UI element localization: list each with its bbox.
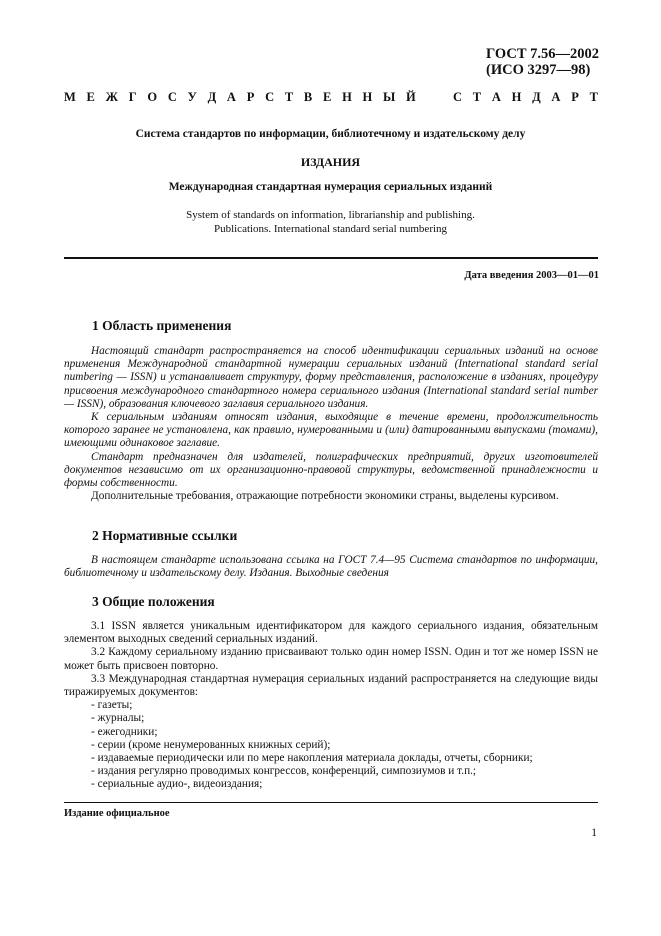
banner-letter: Ы [383, 90, 396, 104]
section-3-heading: 3 Общие положения [92, 594, 215, 609]
banner-letter: Н [362, 90, 373, 104]
page-number: 1 [591, 827, 597, 839]
banner-letter: Й [406, 90, 416, 104]
banner-letter: Р [571, 90, 579, 104]
banner-letter: А [226, 90, 236, 104]
banner-letter: В [303, 90, 313, 104]
banner-letter: М [64, 90, 76, 104]
scope-paragraph-3: Стандарт предназначен для издателей, полиграфических предприятий, других изготовителей документов независимо от их организационно-правовой структуры, ведомственной принадлежности и формы собственности. [64, 450, 598, 490]
list-item: - издания регулярно проводимых конгрессов, конференций, симпозиумов и т.п.; [91, 765, 477, 778]
banner-letter: У [187, 90, 197, 104]
document-subtitle: Международная стандартная нумерация сериальных изданий [168, 181, 493, 193]
banner-letter: Г [128, 90, 137, 104]
section-2-body [64, 554, 598, 580]
banner-letter: Е [86, 90, 95, 104]
standard-banner [64, 90, 598, 105]
references-paragraph: В настоящем стандарте использована ссылка на ГОСТ 7.4—95 Система стандартов по информации, библиотечному и издательскому делу. Издания. Выходные сведения [64, 554, 598, 580]
list-item: - сериальные аудио-, видеоиздания; [91, 778, 263, 791]
banner-letter: С [265, 90, 275, 104]
banner-letter: Е [322, 90, 332, 104]
list-item: - газеты; [91, 699, 133, 712]
english-title [0, 208, 661, 236]
banner-letter: Р [246, 90, 255, 104]
banner-letter: С [453, 90, 463, 104]
list-item: - серии (кроме ненумерованных книжных серий); [91, 738, 331, 751]
iso-number: (ИСО 3297—98) [486, 62, 591, 78]
section-1-heading: 1 Область применения [92, 318, 232, 333]
list-item: - ежегодники; [91, 725, 158, 738]
banner-letter: А [491, 90, 501, 104]
banner-letter: Т [589, 90, 598, 104]
official-edition-label: Издание официальное [64, 808, 170, 819]
document-number [486, 46, 599, 78]
clause-3-2: 3.2 Каждому сериальному изданию присваивают только один номер ISSN. Один и тот же номер ISSN не может быть присвоен повторно. [64, 646, 598, 672]
section-1-body [64, 345, 598, 503]
document-title: ИЗДАНИЯ [300, 155, 361, 169]
clause-3-3: 3.3 Международная стандартная нумерация сериальных изданий распространяется на следующие виды тиражируемых документов: [64, 672, 598, 699]
english-title-line-1: System of standards on information, librarianship and publishing. [186, 209, 475, 221]
banner-letter: Ж [105, 90, 118, 104]
banner-letter: Н [342, 90, 352, 104]
banner-word-interstate [64, 90, 416, 105]
banner-letter: Т [472, 90, 482, 104]
scope-paragraph-2: К сериальным изданиям относят издания, выходящие в течение времени, продолжительность которого заранее не установлена, как правило, нумерованными и (или) датированными выпусками (томами), имеющими одинаковое заглавие. [64, 411, 598, 450]
list-item: - издаваемые периодически или по мере накопления материала доклады, отчеты, сборники; [91, 752, 533, 765]
banner-letter: С [167, 90, 177, 104]
banner-letter: Д [207, 90, 217, 104]
section-3-body [64, 620, 598, 792]
banner-letter: А [551, 90, 561, 104]
scope-paragraph-4: Дополнительные требования, отражающие потребности экономики страны, выделены курсивом. [91, 490, 559, 503]
header-divider [64, 257, 598, 259]
document-types-list [64, 699, 598, 791]
gost-number: ГОСТ 7.56—2002 [486, 46, 599, 62]
clause-3-1: 3.1 ISSN является уникальным идентификатором для каждого сериального издания, обязательным элементом выходных сведений сериальных изданий. [64, 620, 598, 646]
introduction-date: Дата введения 2003—01—01 [464, 270, 599, 281]
footer-divider [64, 802, 598, 803]
banner-letter: Д [532, 90, 541, 104]
banner-letter: О [147, 90, 158, 104]
list-item: - журналы; [91, 712, 145, 725]
banner-letter: Н [511, 90, 522, 104]
scope-paragraph-1: Настоящий стандарт распространяется на способ идентификации сериальных изданий на основе применения Международной стандартной нумерации сериальных изданий (International standard serial numbering — ISSN) и устанавливает структуру, форму представления, расположение в изданиях, процедуру присвоения международного стандартного номера сериального издания (International standard serial number — ISSN), образования ключевого заглавия сериального издания. [64, 345, 598, 410]
banner-word-standard [453, 90, 598, 105]
section-2-heading: 2 Нормативные ссылки [92, 528, 238, 543]
english-title-line-2: Publications. International standard serial numbering [213, 223, 448, 235]
series-title: Система стандартов по информации, библиотечному и издательскому делу [135, 128, 526, 140]
banner-letter: Т [284, 90, 294, 104]
